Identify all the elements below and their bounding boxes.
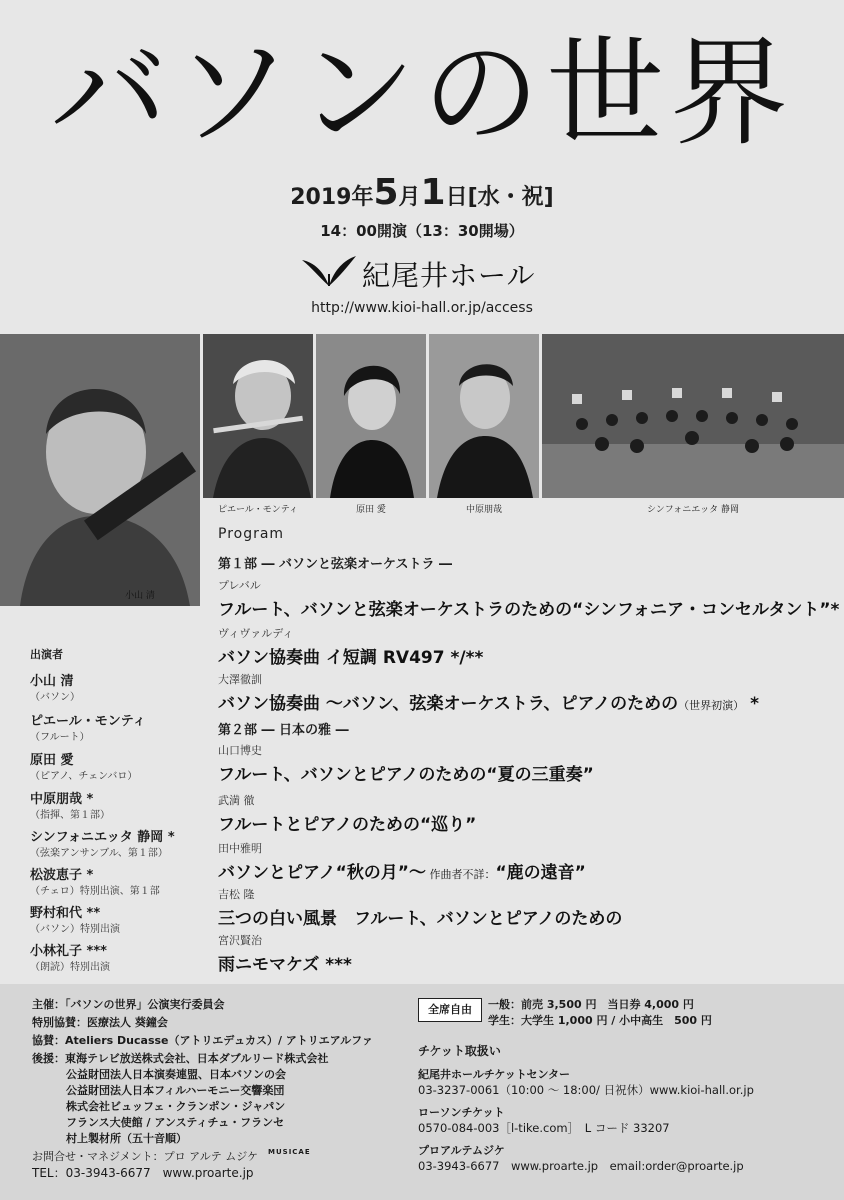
photo-tomoya-nakahara xyxy=(429,334,539,498)
work-title-text: バソンとピアノ“秋の月”～ xyxy=(218,863,426,883)
work-title xyxy=(218,689,759,714)
performer-role: （バソン） xyxy=(30,692,80,703)
ticket-outlet-name: プロアルテムジケ xyxy=(418,1144,505,1157)
composer: 武満 徹 xyxy=(218,794,255,807)
performer-name: 原田 愛 xyxy=(30,753,74,768)
photo-sinfonietta-shizuoka xyxy=(542,334,844,498)
performer-name: シンフォニエッタ 静岡 * xyxy=(30,830,175,845)
performer-name: 中原朋哉 * xyxy=(30,792,94,807)
ticket-outlet-name: ローソンチケット xyxy=(418,1106,505,1119)
organizer: 主催：「バソンの世界」公演実行委員会 xyxy=(32,998,225,1011)
price-student: 学生：大学生 1,000 円 / 小中高生 500 円 xyxy=(488,1014,712,1027)
composer: 吉松 隆 xyxy=(218,888,255,901)
sponsors: 協賛：Ateliers Ducasse（アトリエデュカス）/ アトリエアルファ xyxy=(32,1034,373,1047)
venue-url[interactable]: http://www.kioi-hall.or.jp/access xyxy=(311,300,533,316)
special-sponsor: 特別協賛：医療法人 葵鐘会 xyxy=(32,1016,168,1029)
photo-pierre-monti xyxy=(203,334,313,498)
performer-name: 野村和代 ** xyxy=(30,906,101,921)
performer-role: （チェロ）特別出演、第１部 xyxy=(30,886,160,897)
supporter-line: 株式会社ビュッフェ・クランポン・ジャパン xyxy=(66,1100,286,1113)
performer-name: ピエール・モンティ xyxy=(30,714,146,729)
supporter-line: 村上製材所（五十音順） xyxy=(66,1132,187,1145)
photo-caption: 小山 清 xyxy=(125,591,155,601)
date-day-unit: 日 xyxy=(445,185,468,210)
composer: 田中雅明 xyxy=(218,842,262,855)
world-premiere-note: （世界初演） xyxy=(678,699,745,712)
performers-heading: 出演者 xyxy=(30,648,63,661)
concert-title: バソンの世界 xyxy=(49,24,794,162)
composer: 宮沢賢治 xyxy=(218,934,262,947)
work-title: 三つの白い風景 フルート、バソンとピアノのための xyxy=(218,909,623,929)
performer-role: （フルート） xyxy=(30,732,90,743)
photo-caption: 原田 愛 xyxy=(356,505,386,515)
start-time: 14：00開演（13：30開場） xyxy=(320,222,524,240)
performer-name: 松波恵子 * xyxy=(30,868,94,883)
ticket-outlet-detail[interactable]: 0570-084-003［l-tike.com］ L コード 33207 xyxy=(418,1121,670,1135)
program-part-2: 第２部 ― 日本の雅 ― xyxy=(218,723,349,738)
photo-caption: シンフォニエッタ 静岡 xyxy=(646,505,739,515)
performer-role: （指揮、第１部） xyxy=(30,810,110,821)
supporter-line: 公益財団法人日本フィルハーモニー交響楽団 xyxy=(66,1084,285,1097)
date-weekday: [水・祝] xyxy=(467,185,554,210)
performer-name: 小林礼子 *** xyxy=(30,944,107,959)
photo-caption: ピエール・モンティ xyxy=(217,505,299,515)
date-month-unit: 月 xyxy=(398,185,421,210)
program-heading: Program xyxy=(218,526,285,542)
performer-role: （朗読）特別出演 xyxy=(30,962,110,973)
performer-role: （弦楽アンサンブル、第１部） xyxy=(30,848,168,859)
ticket-outlet-detail[interactable]: 03-3943-6677 www.proarte.jp email:order@proarte.jp xyxy=(418,1159,744,1173)
performer-role: （バソン）特別出演 xyxy=(30,924,120,935)
composer: プレバル xyxy=(218,579,261,592)
proarte-logo: MUSICAE xyxy=(268,1148,311,1156)
photo-caption: 中原朋哉 xyxy=(465,505,502,515)
work-title: フルートとピアノのための“巡り” xyxy=(218,815,477,835)
work-title: フルート、バソンとピアノのための“夏の三重奏” xyxy=(218,765,594,785)
date-year: 2019年 xyxy=(290,185,374,210)
tickets-heading: チケット取扱い xyxy=(418,1044,501,1058)
ticket-outlet-detail[interactable]: 03-3237-0061（10:00 ～ 18:00/ 日祝休）www.kioi-hall.or.jp xyxy=(418,1083,754,1097)
performer-name: 小山 清 xyxy=(30,674,74,689)
work-title: バソン協奏曲 イ短調 RV497 */** xyxy=(218,648,484,668)
supporter-line: フランス大使館 / アンスティチュ・フランセ xyxy=(66,1116,285,1129)
work-title: フルート、バソンと弦楽オーケストラのための“シンフォニア・コンセルタント”* xyxy=(218,600,840,620)
work-title xyxy=(218,858,586,883)
contact-phone-web: TEL：03-3943-6677 www.proarte.jp xyxy=(32,1166,254,1180)
work-title-text: バソン協奏曲 ～バソン、弦楽オーケストラ、ピアノのための xyxy=(218,694,679,714)
leaf-logo-icon xyxy=(300,252,358,290)
composer: ヴィヴァルディ xyxy=(218,627,294,640)
date-day-number: 1 xyxy=(420,172,446,213)
photo-ai-harada xyxy=(316,334,426,498)
work-mark: * xyxy=(744,694,759,714)
performer-role: （ピアノ、チェンバロ） xyxy=(30,771,138,782)
contact-management: お問合せ・マネジメント：プロ アルテ ムジケ xyxy=(32,1150,259,1163)
work-title: 雨ニモマケズ *** xyxy=(218,955,352,975)
venue-logo xyxy=(300,252,560,292)
supporter-line: 公益財団法人日本演奏連盟、日本バソンの会 xyxy=(66,1068,286,1081)
photo-kiyoshi-koyama xyxy=(0,334,200,606)
work-title-text-2: “鹿の遠音” xyxy=(495,863,586,883)
price-general: 一般：前売 3,500 円 当日券 4,000 円 xyxy=(488,998,694,1011)
composer-unknown-note: 作曲者不詳： xyxy=(426,868,496,881)
program-part-1: 第１部 ― バソンと弦楽オーケストラ ― xyxy=(218,557,453,572)
date-month-number: 5 xyxy=(373,172,399,213)
venue-name: 紀尾井ホール xyxy=(362,259,536,292)
composer: 山口博史 xyxy=(218,744,262,757)
ticket-outlet-name: 紀尾井ホールチケットセンター xyxy=(418,1068,571,1081)
seating-badge: 全席自由 xyxy=(418,998,482,1022)
supporters: 後援：東海テレビ放送株式会社、日本ダブルリード株式会社 xyxy=(32,1052,329,1065)
concert-date xyxy=(0,172,844,213)
composer: 大澤徹訓 xyxy=(218,673,262,686)
